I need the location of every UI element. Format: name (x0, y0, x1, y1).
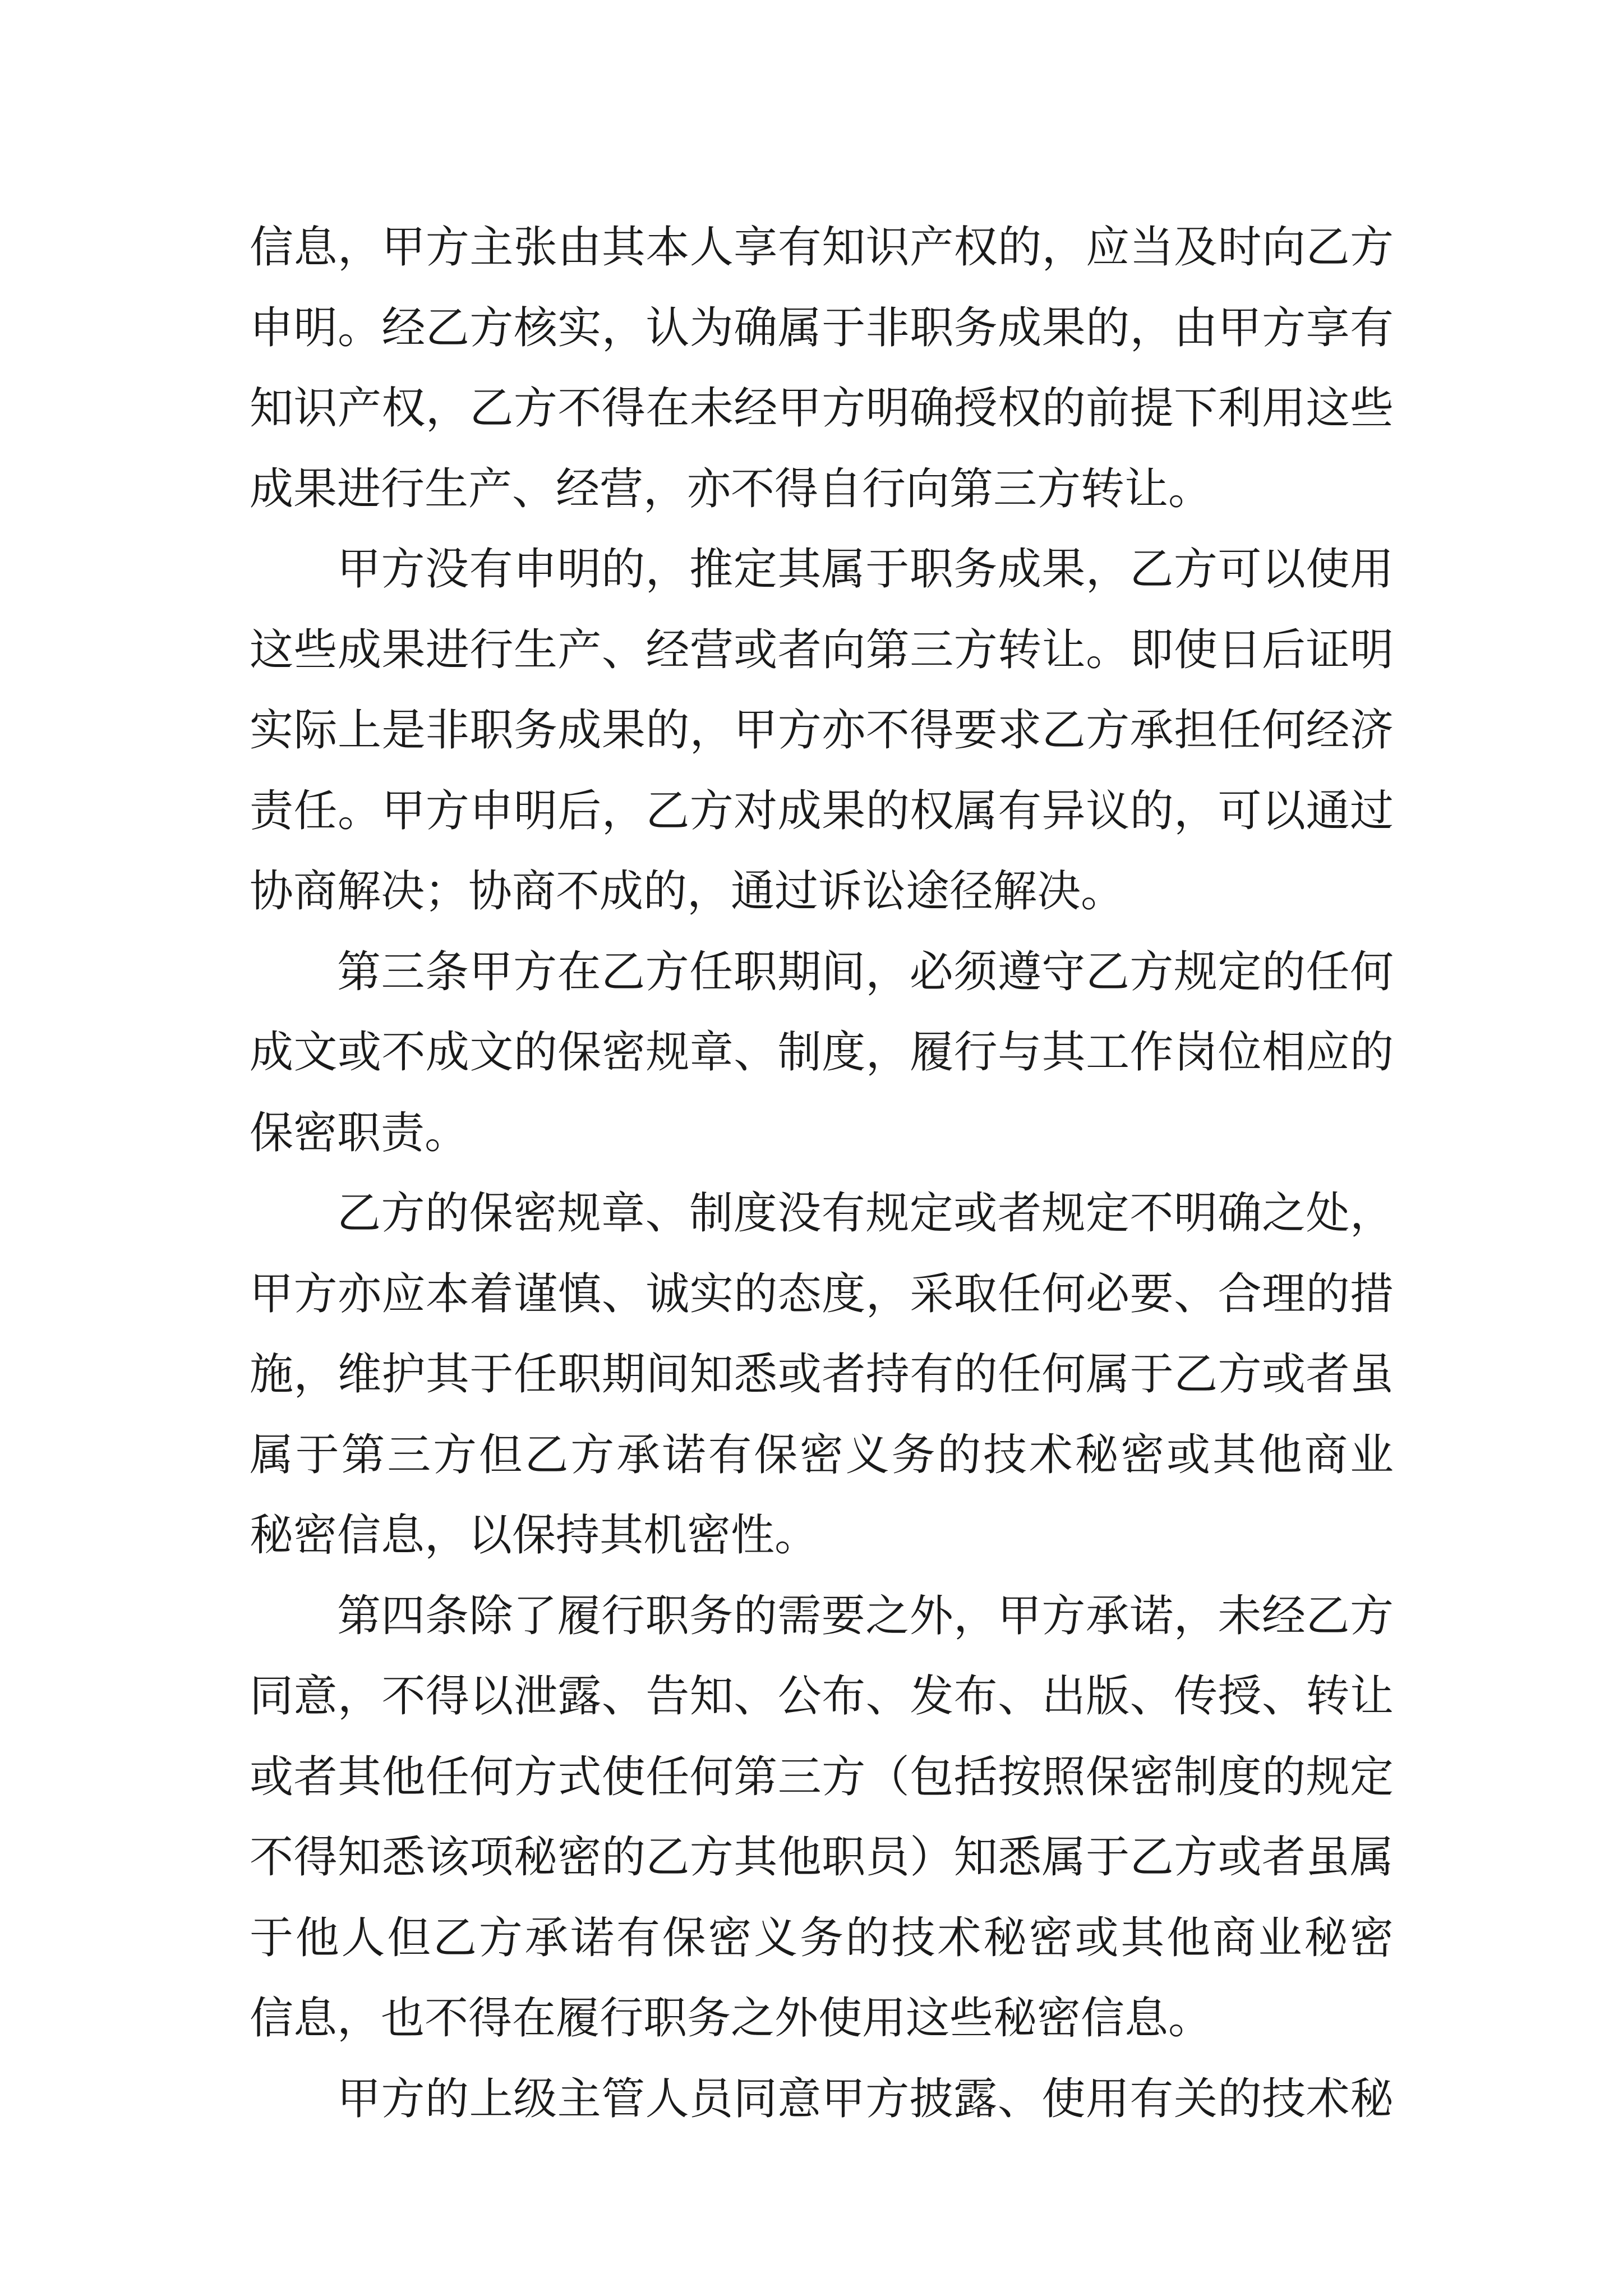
text-line: 同意，不得以泄露、告知、公布、发布、出版、传授、转让 (250, 1671, 1394, 1722)
text-line: 知识产权，乙方不得在未经甲方明确授权的前提下利用这些 (250, 383, 1394, 434)
text-line: 申明。经乙方核实，认为确属于非职务成果的，由甲方享有 (250, 302, 1394, 353)
text-line: 秘密信息，以保持其机密性。 (250, 1510, 819, 1561)
text-line: 保密职责。 (250, 1107, 469, 1158)
text-line: 协商解决；协商不成的，通过诉讼途径解决。 (250, 866, 1125, 917)
paragraph-first-line: 甲方的上级主管人员同意甲方披露、使用有关的技术秘 (337, 2073, 1394, 2124)
text-line: 不得知悉该项秘密的乙方其他职员）知悉属于乙方或者虽属 (250, 1832, 1394, 1883)
text-line: 责任。甲方申明后，乙方对成果的权属有异议的，可以通过 (250, 785, 1394, 836)
text-line: 成果进行生产、经营，亦不得自行向第三方转让。 (250, 463, 1212, 514)
text-line: 于他人但乙方承诺有保密义务的技术秘密或其他商业秘密 (250, 1912, 1394, 1963)
text-line: 或者其他任何方式使任何第三方（包括按照保密制度的规定 (250, 1751, 1394, 1802)
text-line: 这些成果进行生产、经营或者向第三方转让。即使日后证明 (250, 624, 1394, 675)
paragraph-first-line: 乙方的保密规章、制度没有规定或者规定不明确之处， (337, 1188, 1394, 1239)
paragraph-first-line: 第三条甲方在乙方任职期间，必须遵守乙方规定的任何 (337, 946, 1394, 997)
body-text (250, 208, 1394, 2139)
text-line: 属于第三方但乙方承诺有保密义务的技术秘密或其他商业 (250, 1429, 1394, 1480)
text-line: 成文或不成文的保密规章、制度，履行与其工作岗位相应的 (250, 1027, 1394, 1078)
text-line: 施，维护其于任职期间知悉或者持有的任何属于乙方或者虽 (250, 1349, 1394, 1400)
text-line: 信息，甲方主张由其本人享有知识产权的，应当及时向乙方 (250, 222, 1394, 273)
paragraph-first-line: 第四条除了履行职务的需要之外，甲方承诺，未经乙方 (337, 1590, 1394, 1641)
paragraph-first-line: 甲方没有申明的，推定其属于职务成果，乙方可以使用 (337, 544, 1394, 595)
text-line: 信息，也不得在履行职务之外使用这些秘密信息。 (250, 1993, 1212, 2044)
text-line: 甲方亦应本着谨慎、诚实的态度，采取任何必要、合理的措 (250, 1268, 1394, 1319)
text-line: 实际上是非职务成果的，甲方亦不得要求乙方承担任何经济 (250, 705, 1394, 756)
